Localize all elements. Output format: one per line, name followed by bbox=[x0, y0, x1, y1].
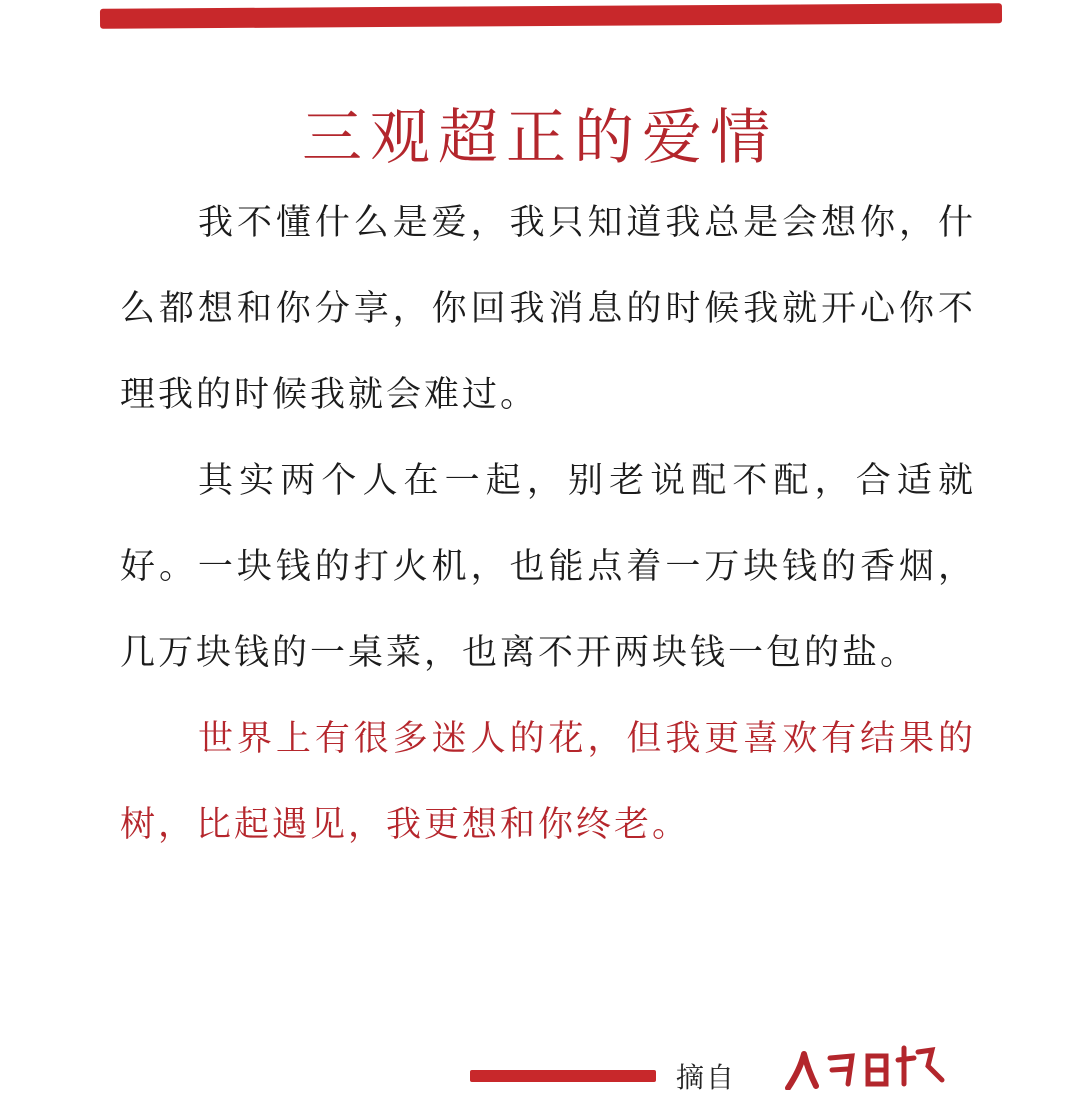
page-title: 三观超正的爱情 bbox=[302, 103, 778, 173]
top-red-rule bbox=[100, 3, 1002, 29]
source-label: 摘自 bbox=[676, 1061, 737, 1094]
source-red-rule bbox=[470, 1070, 656, 1082]
paragraph-1: 我不懂什么是爱，我只知道我总是会想你，什么都想和你分享，你回我消息的时候我就开心你不理我的时候我就会难过。 bbox=[120, 203, 976, 415]
paragraph-2: 其实两个人在一起，别老说配不配，合适就好。一块钱的打火机，也能点着一万块钱的香烟，几万块钱的一桌菜，也离不开两块钱一包的盐。 bbox=[120, 461, 976, 673]
paragraph-3-highlight: 世界上有很多迷人的花，但我更喜欢有结果的树，比起遇见，我更想和你终老。 bbox=[120, 719, 976, 845]
article-body bbox=[120, 180, 976, 868]
source-credit bbox=[470, 1040, 990, 1094]
newspaper-logo bbox=[782, 1040, 952, 1090]
